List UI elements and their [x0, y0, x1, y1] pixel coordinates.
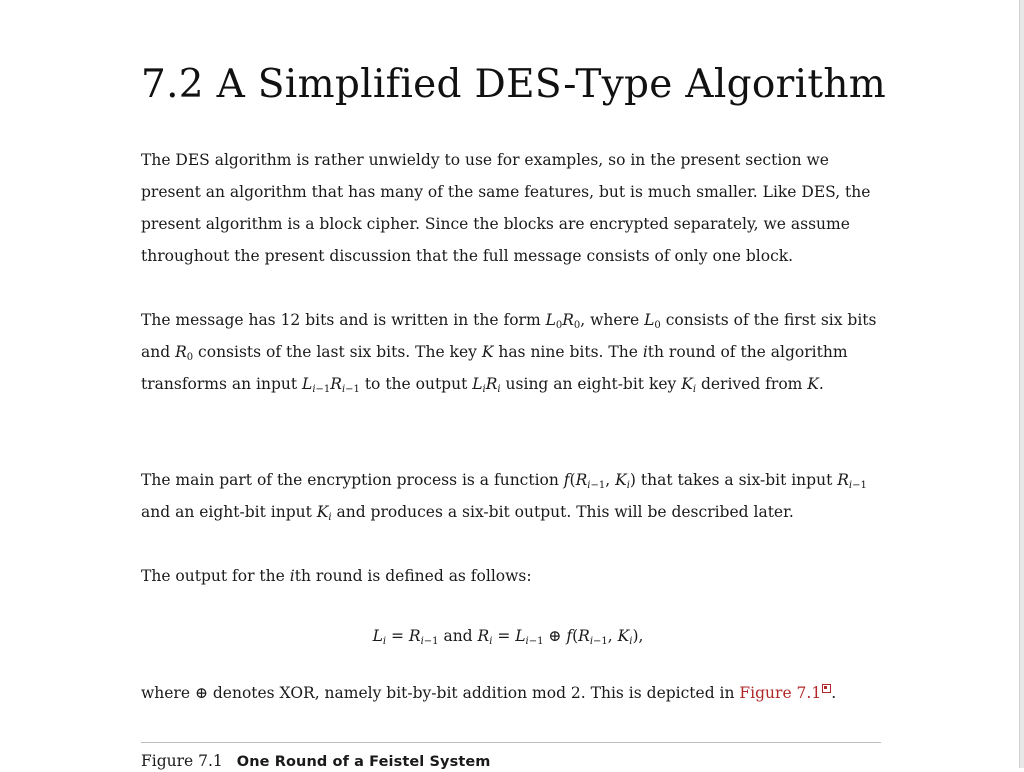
- figure-number: Figure 7.1: [141, 752, 223, 770]
- figure-divider: [141, 742, 881, 743]
- paragraph-message: The message has 12 bits and is written in the form $L_0R_0$, where $L_0$ consists of the first six bits and $R_0$ consists of the last six bits. The key K has nine bits. The ith round of the algorithm transforms an input $L_{i-1}R_{i-1}$ to the output $L_iR_i$ using an eight-bit key $K_i$ derived from K.: [141, 311, 877, 395]
- round-equation: $L_i = R_{i-1}$ and $R_i = L_{i-1}$ ⊕ $f(R_{i-1}$, $K_i$),: [372, 627, 644, 647]
- external-link-icon: [822, 684, 831, 693]
- paragraph-xor: where ⊕ denotes XOR, namely bit-by-bit addition mod 2. This is depicted in Figure 7.1 .: [141, 684, 837, 702]
- figure-title: One Round of a Feistel System: [236, 754, 491, 770]
- figure-caption: [141, 751, 491, 772]
- scrollbar[interactable]: [1019, 0, 1024, 768]
- figure-link[interactable]: Figure 7.1: [739, 684, 831, 702]
- paragraph-intro: The DES algorithm is rather unwieldy to use for examples, so in the present section we present an algorithm that has many of the same features, but is much smaller. Like DES, the present algorithm is a block cipher. Since the blocks are encrypted separately, we assume throughout the present discussion that the full message consists of only one block.: [141, 151, 871, 265]
- paragraph-output: The output for the ith round is defined as follows:: [141, 567, 532, 585]
- paragraph-function: The main part of the encryption process is a function $f(R_{i-1}$, $K_i$) that takes a six-bit input $R_{i-1}$ and an eight-bit input $K_i$ and produces a six-bit output. This will be described later.: [141, 471, 867, 523]
- section-title: 7.2 A Simplified DES-Type Algorithm: [141, 62, 887, 107]
